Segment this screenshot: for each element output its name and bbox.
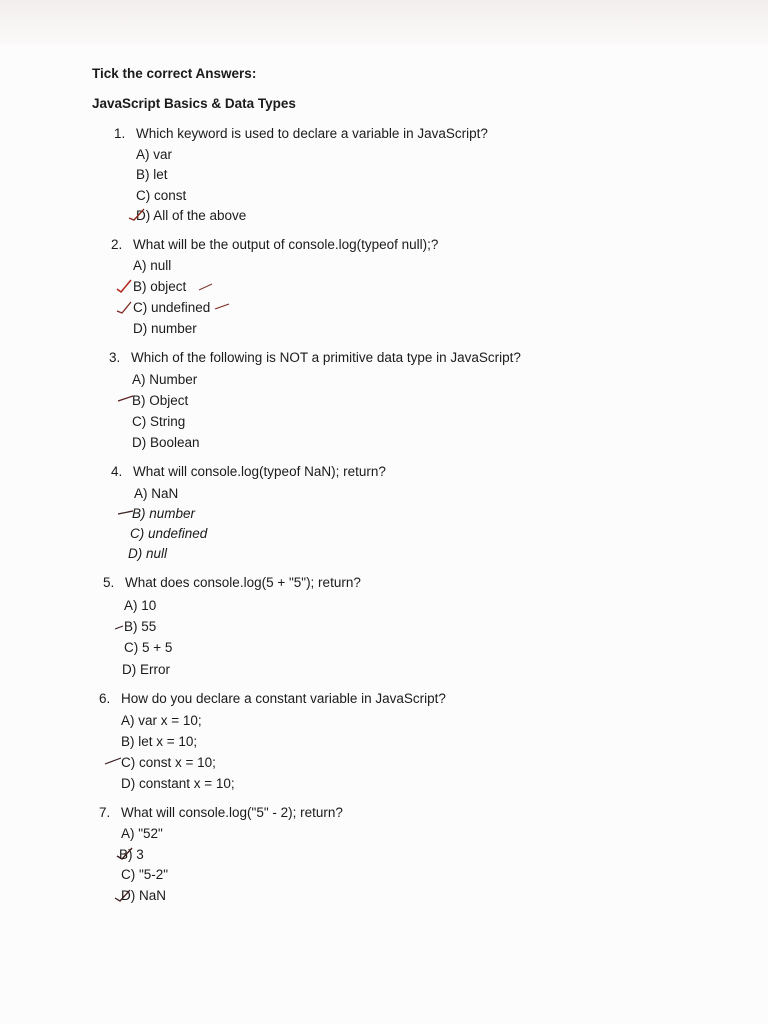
question-text: Which of the following is NOT a primitive data type in JavaScript? [131,350,521,365]
question-text: What will console.log(typeof NaN); return? [133,464,386,479]
option-7b: B) 3 [119,847,144,862]
question-number: 5. [103,575,115,590]
option-1c: C) const [136,188,187,203]
option-3a: A) Number [132,372,198,387]
option-2d: D) number [133,321,197,336]
option-2b: B) object [133,279,187,294]
option-2c: C) undefined [133,300,211,315]
question-text: Which keyword is used to declare a variable in JavaScript? [136,126,488,141]
instruction-heading: Tick the correct Answers: [92,66,257,81]
option-5d: D) Error [122,662,170,677]
question-number: 6. [99,691,111,706]
option-7a: A) "52" [121,826,163,841]
question-text: How do you declare a constant variable in JavaScript? [121,691,446,706]
question-text: What will be the output of console.log(typeof null);? [133,237,439,252]
option-1d: D) All of the above [136,208,247,223]
option-3c: C) String [132,414,186,429]
tick-mark-icon [214,301,232,315]
option-6b: B) let x = 10; [121,734,198,749]
option-5b: B) 55 [124,619,157,634]
question-6 [99,691,446,706]
option-6d: D) constant x = 10; [121,776,235,791]
tick-mark-icon [104,755,122,769]
option-1b: B) let [136,167,168,182]
option-5a: A) 10 [124,598,157,613]
option-4c: C) undefined [130,526,208,541]
question-text: What does console.log(5 + "5"); return? [125,575,361,590]
question-number: 7. [99,805,111,820]
question-5 [103,575,361,590]
question-1 [114,126,488,141]
question-number: 1. [114,126,126,141]
question-text: What will console.log("5" - 2); return? [121,805,343,820]
option-6a: A) var x = 10; [121,713,202,728]
question-number: 4. [111,464,123,479]
question-3 [109,350,521,365]
option-4d: D) null [128,546,168,561]
option-5c: C) 5 + 5 [124,640,173,655]
option-7d: D) NaN [121,888,167,903]
question-number: 3. [109,350,121,365]
section-title: JavaScript Basics & Data Types [92,96,296,111]
option-1a: A) var [136,147,173,162]
option-4a: A) NaN [134,486,179,501]
option-3b: B) Object [132,393,189,408]
tick-mark-icon [116,300,134,314]
tick-mark-icon [116,279,134,293]
option-4b: B) number [132,506,196,521]
question-number: 2. [111,237,123,252]
option-6c: C) const x = 10; [121,755,216,770]
scan-edge [0,0,768,44]
question-2 [111,237,438,252]
question-7 [99,805,343,820]
option-2a: A) null [133,258,172,273]
question-4 [111,464,386,479]
option-7c: C) "5-2" [121,867,169,882]
tick-mark-icon [198,281,216,295]
option-3d: D) Boolean [132,435,200,450]
